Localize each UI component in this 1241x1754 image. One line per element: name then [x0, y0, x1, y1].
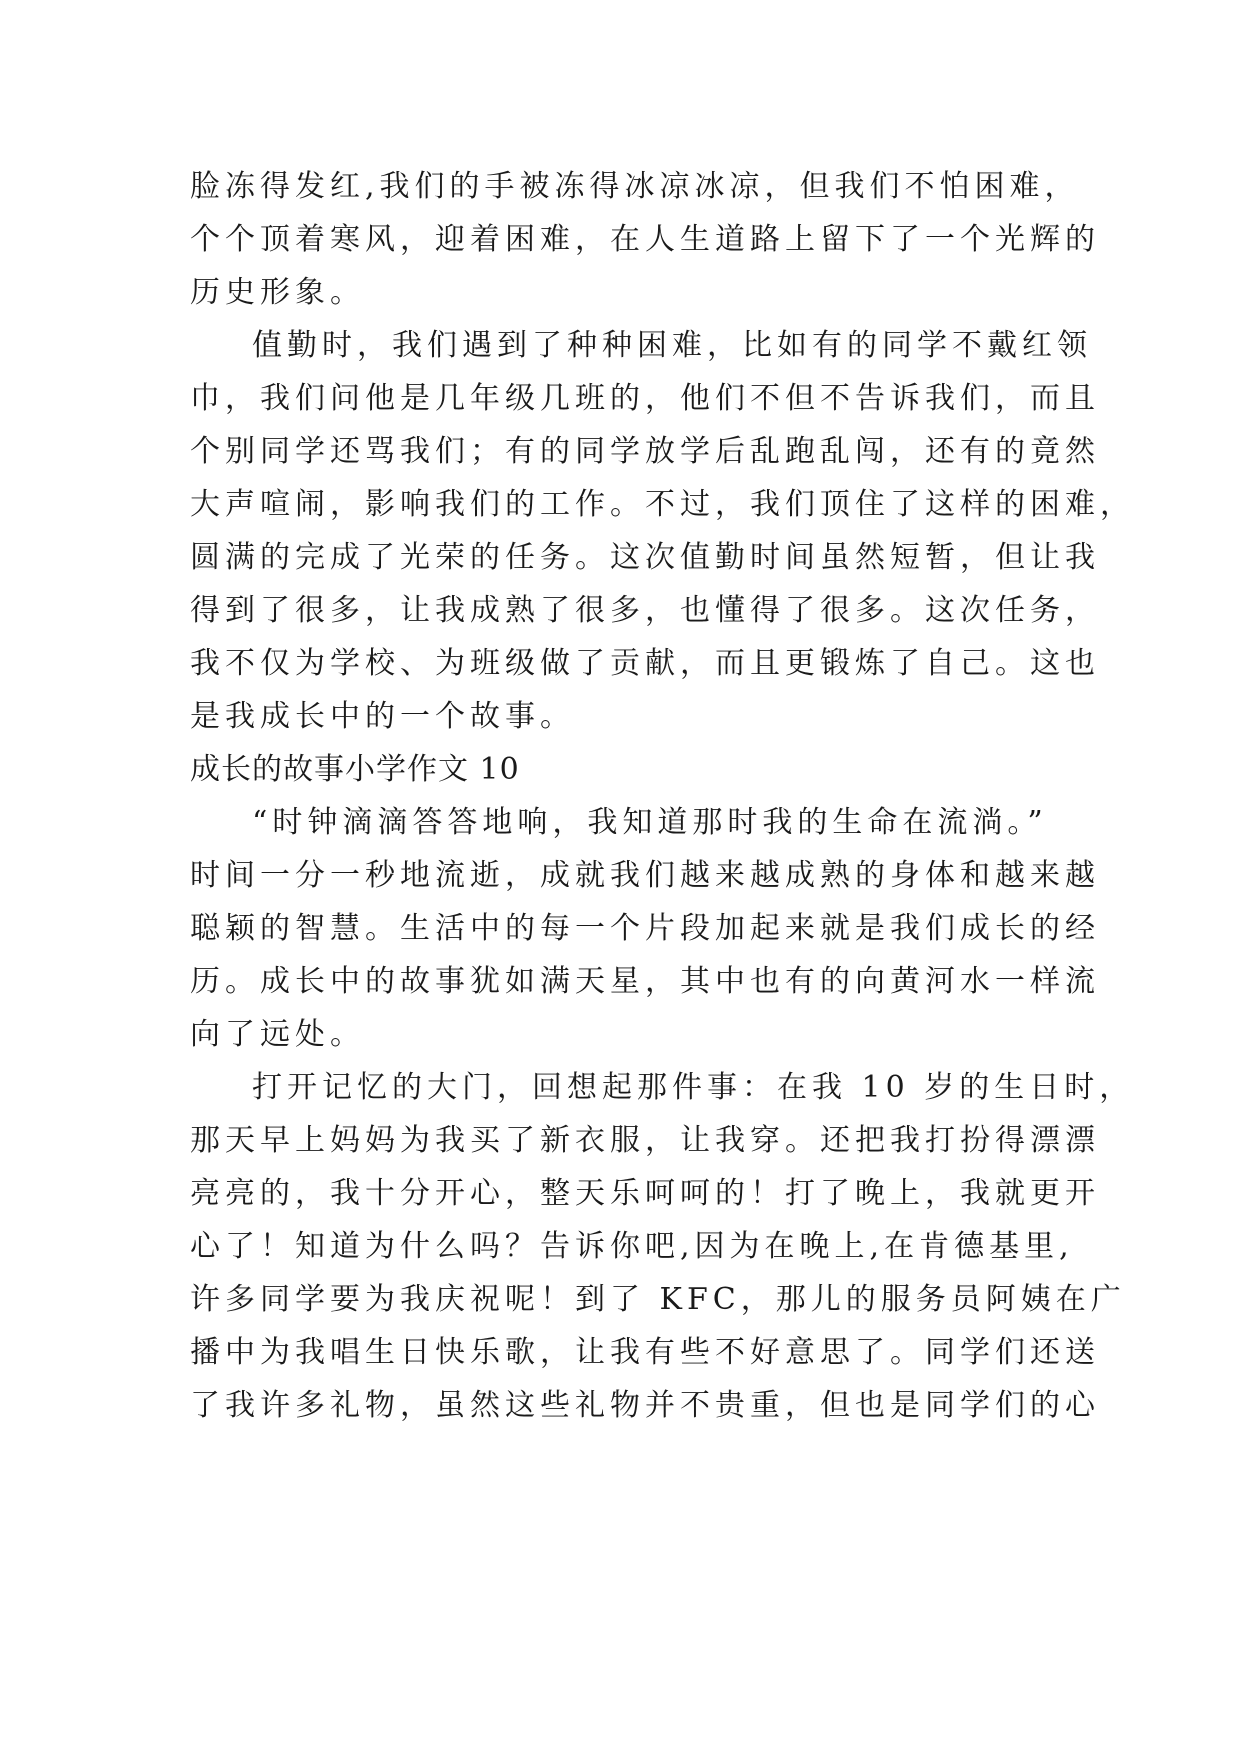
text-line: 圆满的完成了光荣的任务。这次值勤时间虽然短暂，但让我 — [190, 540, 1100, 575]
text-line: 亮亮的，我十分开心，整天乐呵呵的！打了晚上，我就更开 — [190, 1176, 1100, 1211]
text-line: 时间一分一秒地流逝，成就我们越来越成熟的身体和越来越 — [190, 858, 1100, 893]
text-line: 得到了很多，让我成熟了很多，也懂得了很多。这次任务， — [190, 593, 1100, 628]
text-line: 个个顶着寒风，迎着困难，在人生道路上留下了一个光辉的 — [190, 222, 1100, 257]
paragraph — [190, 160, 1100, 319]
document-body — [190, 160, 1135, 1432]
text-line: 我不仅为学校、为班级做了贡献，而且更锻炼了自己。这也 — [190, 646, 1100, 681]
text-line: 向了远处。 — [190, 1017, 365, 1052]
text-line: 心了！知道为什么吗？告诉你吧,因为在晚上,在肯德基里, — [190, 1229, 1074, 1264]
text-line: 个别同学还骂我们；有的同学放学后乱跑乱闯，还有的竟然 — [190, 434, 1100, 469]
paragraph — [190, 1061, 1135, 1432]
text-line: 巾，我们问他是几年级几班的，他们不但不告诉我们，而且 — [190, 381, 1100, 416]
text-line: 了我许多礼物，虽然这些礼物并不贵重，但也是同学们的心 — [190, 1388, 1100, 1423]
text-line: “时钟滴滴答答地响，我知道那时我的生命在流淌。” — [252, 805, 1048, 840]
section-heading: 成长的故事小学作文 10 — [190, 752, 520, 787]
paragraph — [190, 796, 1100, 1061]
text-line: 是我成长中的一个故事。 — [190, 699, 575, 734]
paragraph — [190, 319, 1135, 743]
text-line: 值勤时，我们遇到了种种困难，比如有的同学不戴红领 — [252, 328, 1092, 363]
text-line: 历。成长中的故事犹如满天星，其中也有的向黄河水一样流 — [190, 964, 1100, 999]
text-line: 大声喧闹，影响我们的工作。不过，我们顶住了这样的困难， — [190, 487, 1135, 522]
text-line: 许多同学要为我庆祝呢！到了 KFC，那儿的服务员阿姨在广 — [190, 1282, 1126, 1317]
text-line: 历史形象。 — [190, 275, 365, 310]
text-line: 打开记忆的大门，回想起那件事：在我 10 岁的生日时， — [252, 1070, 1135, 1105]
text-line: 播中为我唱生日快乐歌，让我有些不好意思了。同学们还送 — [190, 1335, 1100, 1370]
text-line: 脸冻得发红,我们的手被冻得冰凉冰凉，但我们不怕困难， — [190, 169, 1080, 204]
text-line: 聪颖的智慧。生活中的每一个片段加起来就是我们成长的经 — [190, 911, 1100, 946]
text-line: 那天早上妈妈为我买了新衣服，让我穿。还把我打扮得漂漂 — [190, 1123, 1100, 1158]
